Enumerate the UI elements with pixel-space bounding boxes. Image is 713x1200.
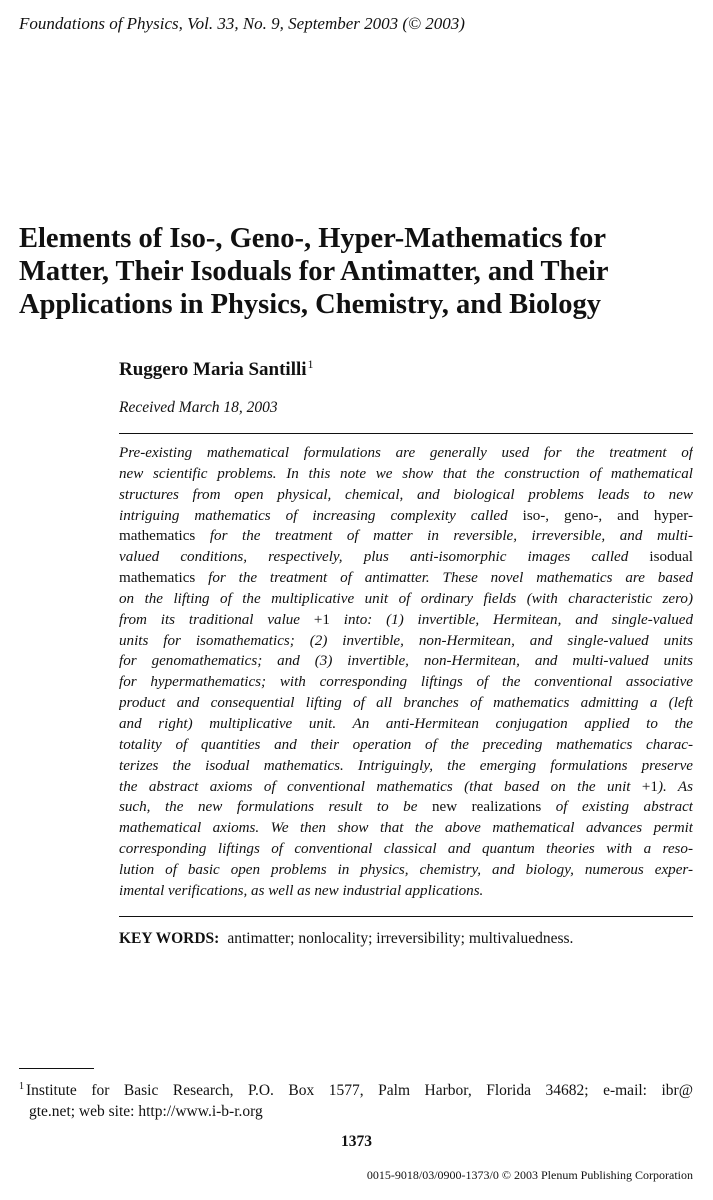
abstract-line: valued conditions, respectively, plus anti-isomorphic images called isodual [119,549,693,566]
abstract-line: such, the new formulations result to be new realizations of existing abstract [119,799,693,816]
received-date: Received March 18, 2003 [119,399,278,416]
keywords-text: antimatter; nonlocality; irreversibility; multivaluedness. [227,930,574,947]
abstract-line: the abstract axioms of conventional mathematics (that based on the unit +1). As [119,778,693,795]
abstract-line: for hypermathematics; with corresponding liftings of the conventional associative [119,674,693,691]
page-number: 1373 [341,1133,372,1150]
abstract-line: mathematical axioms. We then show that the above mathematical advances permit [119,820,693,837]
keywords-label: KEY WORDS: [119,930,220,947]
abstract-line: mathematics for the treatment of matter in reversible, irreversible, and multi- [119,528,693,545]
author-name: Ruggero Maria Santilli [119,359,307,380]
abstract-line: structures from open physical, chemical, and biological problems leads to new [119,486,693,503]
abstract-line: corresponding liftings of conventional classical and quantum theories with a reso- [119,841,693,858]
abstract-bottom-rule [119,916,693,917]
abstract-line: terizes the isodual mathematics. Intriguingly, the emerging formulations preserve [119,757,693,774]
author [119,357,314,381]
abstract-line: from its traditional value +1 into: (1) invertible, Hermitean, and single-valued [119,611,693,628]
abstract-line: Pre-existing mathematical formulations are generally used for the treatment of [119,445,693,461]
abstract-top-rule [119,433,693,434]
abstract-line: lution of basic open problems in physics, chemistry, and biology, numerous exper- [119,861,693,878]
journal-header: Foundations of Physics, Vol. 33, No. 9, September 2003 (© 2003) [19,14,465,33]
footnote-rule [19,1068,94,1069]
footnote-line: gte.net; web site: http://www.i-b-r.org [29,1103,263,1120]
abstract-line: totality of quantities and their operation of the preceding mathematics charac- [119,736,693,753]
footnote [19,1076,693,1122]
abstract-line: product and consequential lifting of all branches of mathematics admitting a (left [119,695,693,712]
copyright-line: 0015-9018/03/0900-1373/0 © 2003 Plenum Publishing Corporation [366,1168,693,1182]
abstract-line: imental verifications, as well as new industrial applications. [119,882,484,899]
title-line: Elements of Iso-, Geno-, Hyper-Mathematics for [19,223,607,254]
abstract-line: mathematics for the treatment of antimatter. These novel mathematics are based [119,570,693,587]
author-footnote-mark: 1 [307,357,314,371]
abstract-line: on the lifting of the multiplicative unit of ordinary fields (with characteristic zero) [119,590,693,607]
footnote-line: $^1$ Institute for Basic Research, P.O. Box 1577, Palm Harbor, Florida 34682; e-mail: ibr@ [19,1081,693,1099]
title-line: Applications in Physics, Chemistry, and Biology [19,289,601,320]
paper-title [19,222,709,321]
title-line: Matter, Their Isoduals for Antimatter, and Their [19,256,609,287]
abstract [119,443,693,902]
abstract-line: units for isomathematics; (2) invertible, non-Hermitean, and single-valued units [119,632,693,649]
abstract-line: and right) multiplicative unit. An anti-Hermitean conjugation applied to the [119,715,693,732]
abstract-line: intriguing mathematics of increasing complexity called iso-, geno-, and hyper- [119,507,693,524]
abstract-line: for genomathematics; and (3) invertible, non-Hermitean, and multi-valued units [119,653,693,670]
abstract-line: new scientific problems. In this note we show that the construction of mathematical [119,465,693,482]
footnote-mark: 1 [19,1081,24,1092]
keywords [119,930,573,948]
